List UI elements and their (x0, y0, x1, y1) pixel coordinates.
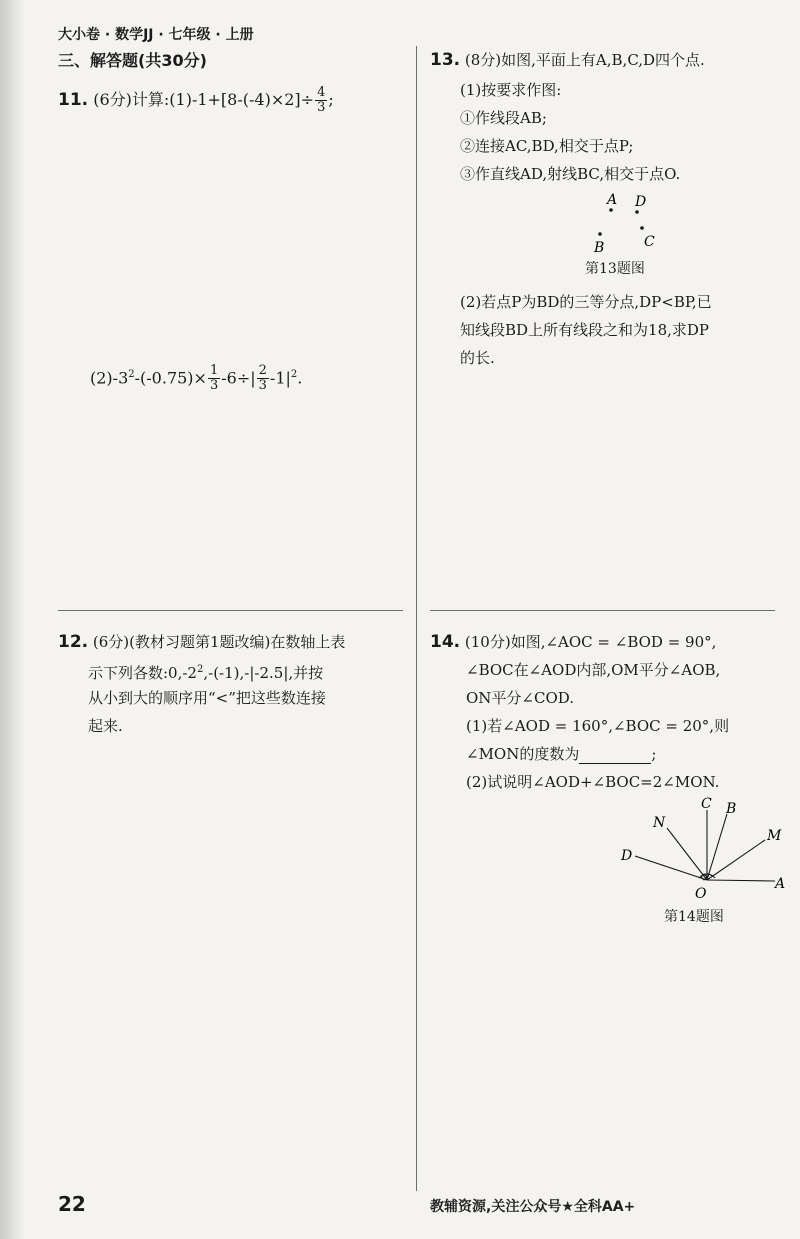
question-14-line-3: ON平分∠COD. (466, 689, 575, 707)
question-14-line-6: (2)试说明∠AOD+∠BOC=2∠MON. (466, 773, 720, 791)
ray-ob (707, 814, 727, 880)
page-edge-shadow (0, 0, 26, 1239)
question-14-line-1 (430, 632, 716, 652)
book-title: 大小卷 · 数学JJ · 七年级 · 上册 (58, 27, 254, 43)
q11-p2-start: (2)-3 (90, 368, 129, 388)
q12-line2-a: 示下列各数:0,-2 (88, 664, 197, 682)
label-n: N (653, 815, 666, 831)
right-row-divider (430, 610, 775, 611)
label-o: O (695, 886, 707, 902)
q11-part1-text: (6分)计算:(1)-1+[8-(-4)×2]÷ (93, 90, 315, 109)
page-number: 22 (58, 1192, 86, 1216)
question-12-line-1 (58, 632, 345, 652)
point-d-label: D (635, 194, 647, 210)
point-a (609, 208, 613, 212)
question-13-number: 13. (430, 50, 461, 70)
question-13-line-2: (1)按要求作图: (460, 81, 562, 99)
question-14-line-5 (466, 744, 656, 764)
question-11-number: 11. (58, 90, 89, 110)
q11-p2-mid: -(-0.75)× (134, 368, 207, 388)
section-title: 三、解答题(共30分) (58, 51, 207, 70)
question-13-part2-line-1: (2)若点P为BD的三等分点,DP<BP,已 (460, 293, 712, 311)
point-c-label: C (644, 234, 655, 250)
q12-exponent: 2 (196, 664, 204, 675)
q11-p2-end: -1| (269, 368, 291, 388)
point-b (598, 232, 602, 236)
fraction-4-3: $\frac{4}{3}$ (317, 85, 326, 115)
q11-p2-mid2: -6÷| (221, 368, 256, 388)
point-b-label: B (594, 240, 605, 256)
ray-od (635, 856, 707, 880)
label-b: B (726, 801, 737, 817)
question-13-line-5: ③作直线AD,射线BC,相交于点O. (460, 165, 681, 183)
question-13-line-3: ①作线段AB; (460, 109, 547, 127)
figure-13-points (580, 188, 670, 258)
label-m: M (767, 828, 782, 844)
question-12-line-2 (88, 660, 323, 683)
point-a-label: A (607, 192, 618, 208)
question-12-number: 12. (58, 632, 89, 652)
figure-14-caption: 第14题图 (664, 909, 724, 925)
question-13-part2-line-3: 的长. (460, 349, 495, 367)
ray-on (667, 828, 707, 880)
question-14-line-2: ∠BOC在∠AOD内部,OM平分∠AOB, (466, 661, 721, 679)
label-a: A (775, 876, 786, 892)
question-13-line-4: ②连接AC,BD,相交于点P; (460, 137, 634, 155)
q14-line5-end: ; (651, 745, 657, 763)
q13-line1-text: (8分)如图,平面上有A,B,C,D四个点. (464, 51, 705, 69)
q14-line1-text: (10分)如图,∠AOC = ∠BOD = 90°, (464, 633, 717, 651)
column-divider (416, 46, 417, 1191)
ray-om (707, 840, 765, 880)
footer-watermark: 教辅资源,关注公众号★全科AA+ (430, 1199, 636, 1215)
point-d (635, 210, 639, 214)
question-11-line-1 (58, 86, 334, 115)
question-13-part2-line-2: 知线段BD上所有线段之和为18,求DP (460, 321, 710, 339)
fraction-1-3: $\frac{1}{3}$ (209, 363, 219, 394)
label-c: C (701, 796, 712, 812)
question-14-number: 14. (430, 632, 461, 652)
figure-14-angles (615, 794, 795, 906)
q11-part1-end: ; (328, 90, 334, 109)
figure-13-caption: 第13题图 (585, 261, 645, 277)
point-c (640, 226, 644, 230)
left-row-divider (58, 610, 403, 611)
question-13-line-1 (430, 50, 705, 70)
question-12-line-3: 从小到大的顺序用“<”把这些数连接 (88, 689, 326, 707)
question-12-line-4: 起来. (88, 717, 123, 735)
label-d: D (621, 848, 633, 864)
ray-oa (707, 880, 775, 881)
q11-p2-exponent-2: 2 (290, 369, 298, 380)
q12-line1-text: (6分)(教材习题第1题改编)在数轴上表 (92, 633, 346, 651)
q11-p2-final: . (297, 368, 303, 388)
question-11-part-2 (90, 364, 302, 393)
q14-line5-text: ∠MON的度数为 (466, 745, 580, 763)
fraction-2-3: $\frac{2}{3}$ (258, 363, 267, 394)
answer-blank[interactable] (579, 747, 651, 764)
question-14-line-4: (1)若∠AOD = 160°,∠BOC = 20°,则 (466, 717, 730, 735)
q11-p2-exponent: 2 (128, 369, 135, 380)
q12-line2-b: ,-(-1),-|-2.5|,并按 (203, 664, 324, 682)
